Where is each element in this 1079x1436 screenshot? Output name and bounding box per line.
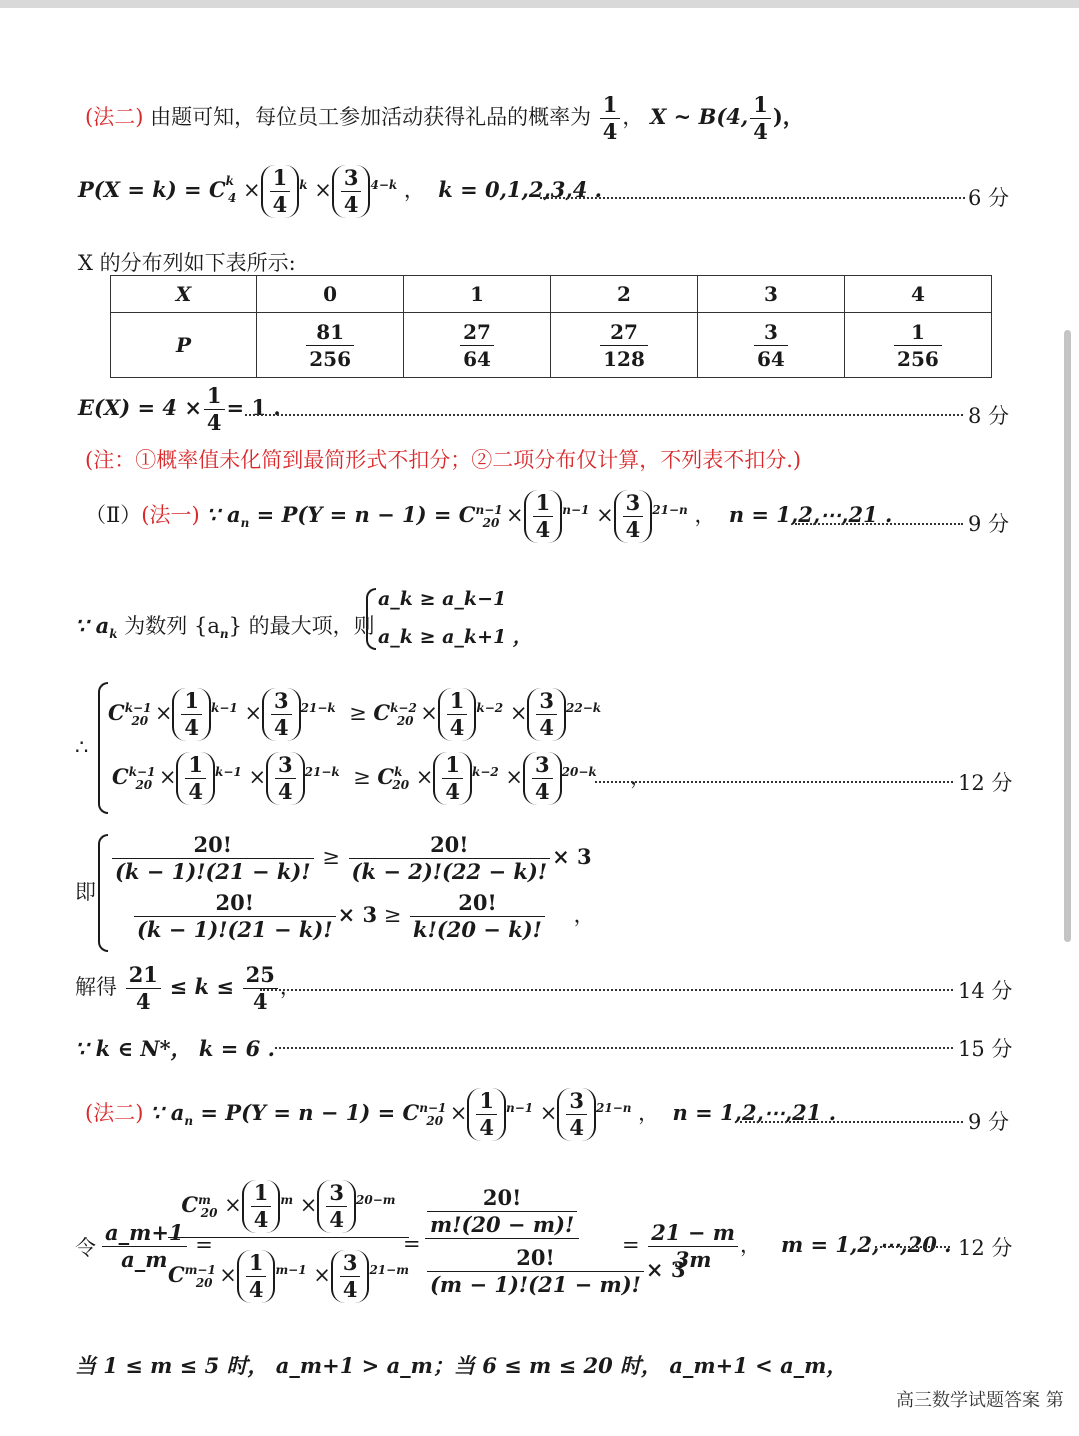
expectation-line: E(X) = 4 × $\frac{1}{4}$ = 1 . xyxy=(78,383,281,435)
ji-label: 即 xyxy=(75,880,96,904)
page-footer: 高三数学试题答案 第 xyxy=(896,1390,1064,1411)
brace xyxy=(98,834,108,952)
score-9a: 9 分 xyxy=(968,512,1010,536)
ratio-fact-numerator: $\frac{20!}{m!(20 - m)!}$ xyxy=(425,1185,579,1239)
ratio-numerator: $C^m_{20}$ × $\frac{1}{4}$ $^m$ × $\frac{3}{4}$ $^{20-m}$ xyxy=(168,1180,409,1238)
intro-text: 由题可知，每位员工参加活动获得礼品的概率为 xyxy=(150,105,592,129)
top-bar xyxy=(0,0,1079,8)
table-row: P $\frac{81}{256}$ $\frac{27}{64}$ $\frac{27}{128}$ $\frac{3}{64}$ $\frac{1}{256}$ xyxy=(111,313,992,378)
intro-fraction: $\frac{1}{4}$ xyxy=(600,92,621,145)
condition-1: a_k ≥ a_k−1 xyxy=(378,588,507,610)
table-row: X 0 1 2 3 4 xyxy=(111,276,992,313)
inequality-1: $C^{k-1}_{20}$ × $\frac{1}{4}$ $^{k-1}$ × $\frac{3}{4}$ $^{21-k} \ge C^{k-2}_{20}$ × $\frac{1}{4}$ $^{k-2}$ × $\frac{3}{4}$ $^{22-k}$ xyxy=(108,688,602,740)
k-natural-line: ∵ k ∈ N*， k = 6 . xyxy=(75,1036,275,1061)
part2-method2-line: (法二) ∵ $a_n = P(Y = n - 1) = C^{n-1}_{20}$ × $\frac{1}{4}$ $^{n-1}$ × $\frac{3}{4}$ $^{21-n}$ ， n = 1,2,⋯,21 . xyxy=(85,1088,837,1140)
ratio-lhs: $\frac{a\_m+1}{a\_m}$ = xyxy=(100,1220,213,1273)
distribution-table xyxy=(110,275,992,378)
factorial-inequality-1: $\frac{20!}{(k - 1)!(21 - k)!}$ ≥ $\frac{20!}{(k - 2)!(22 - k)!}$ × 3 xyxy=(110,832,592,885)
score-12a: 12 分 xyxy=(958,771,1013,795)
distribution-intro: X 的分布列如下表所示: xyxy=(78,251,296,275)
brace xyxy=(366,588,376,650)
condition-2: a_k ≥ a_k+1 ， xyxy=(378,626,532,648)
ratio-denominator: $C^{m-1}_{20}$ × $\frac{1}{4}$ $^{m-1}$ × $\frac{3}{4}$ $^{21-m}$ xyxy=(168,1250,409,1302)
ling-label: 令 xyxy=(75,1236,96,1260)
k-range: k = 0,1,2,3,4 . xyxy=(438,177,602,202)
score-8: 8 分 xyxy=(968,404,1010,428)
solve-line: 解得 $\frac{21}{4}$ ≤ k ≤ $\frac{25}{4}$ ， xyxy=(75,962,301,1014)
method2-intro-line: (法二) 由题可知，每位员工参加活动获得礼品的概率为 $\frac{1}{4}$ ， X ~ B(4, $\frac{1}{4}$ )， xyxy=(85,92,804,144)
ratio-result: = $\frac{21 - m}{3m}$ ， m = 1,2,⋯,20 . xyxy=(622,1220,952,1272)
score-15: 15 分 xyxy=(958,1037,1013,1061)
max-term-line: ∵ $a_k$ 为数列 $\{a_n\}$ 的最大项，则 xyxy=(75,613,375,642)
brace xyxy=(98,682,108,814)
factorial-inequality-2: $\frac{20!}{(k - 1)!(21 - k)!}$ × 3 ≥ $\frac{20!}{k!(20 - k)!}$ ， xyxy=(132,890,595,943)
binomial-expr: X ~ B(4, xyxy=(650,104,749,129)
ratio-fact-denominator: $\frac{20!}{(m - 1)!(21 - m)!}$ × 3 xyxy=(425,1245,685,1298)
score-9b: 9 分 xyxy=(968,1110,1010,1134)
pmf-line: $P(X = k) = C^k_4$ × $\frac{1}{4}$ $^k$ × $\frac{3}{4}$ $^{4-k}$ ， k = 0,1,2,3,4 . xyxy=(78,165,602,217)
score-14: 14 分 xyxy=(958,979,1013,1003)
score-12b: 12 分 xyxy=(958,1236,1013,1260)
method2-label: (法二) xyxy=(85,105,144,129)
score-6: 6 分 xyxy=(968,186,1010,210)
monotonic-line: 当 1 ≤ m ≤ 5 时， a_m+1 > a_m；当 6 ≤ m ≤ 20 时， a_m+1 < a_m， xyxy=(75,1353,848,1378)
scrollbar[interactable] xyxy=(1064,330,1071,942)
therefore-sign: ∴ xyxy=(75,735,89,759)
inequality-2: $C^{k-1}_{20}$ × $\frac{1}{4}$ $^{k-1}$ × $\frac{3}{4}$ $^{21-k} \ge C^k_{20}$ × $\frac{1}{4}$ $^{k-2}$ × $\frac{3}{4}$ $^{20-k}$ ， xyxy=(112,752,652,804)
part2-method1-line: （Ⅱ）(法一) ∵ $a_n = P(Y = n - 1) = C^{n-1}_{20}$ × $\frac{1}{4}$ $^{n-1}$ × $\frac{3}{4}$ $^{21-n}$ ， n = 1,2,⋯,21 . xyxy=(85,490,893,542)
note: (注：①概率值未化简到最简形式不扣分；②二项分布仅计算，不列表不扣分.) xyxy=(85,448,802,472)
